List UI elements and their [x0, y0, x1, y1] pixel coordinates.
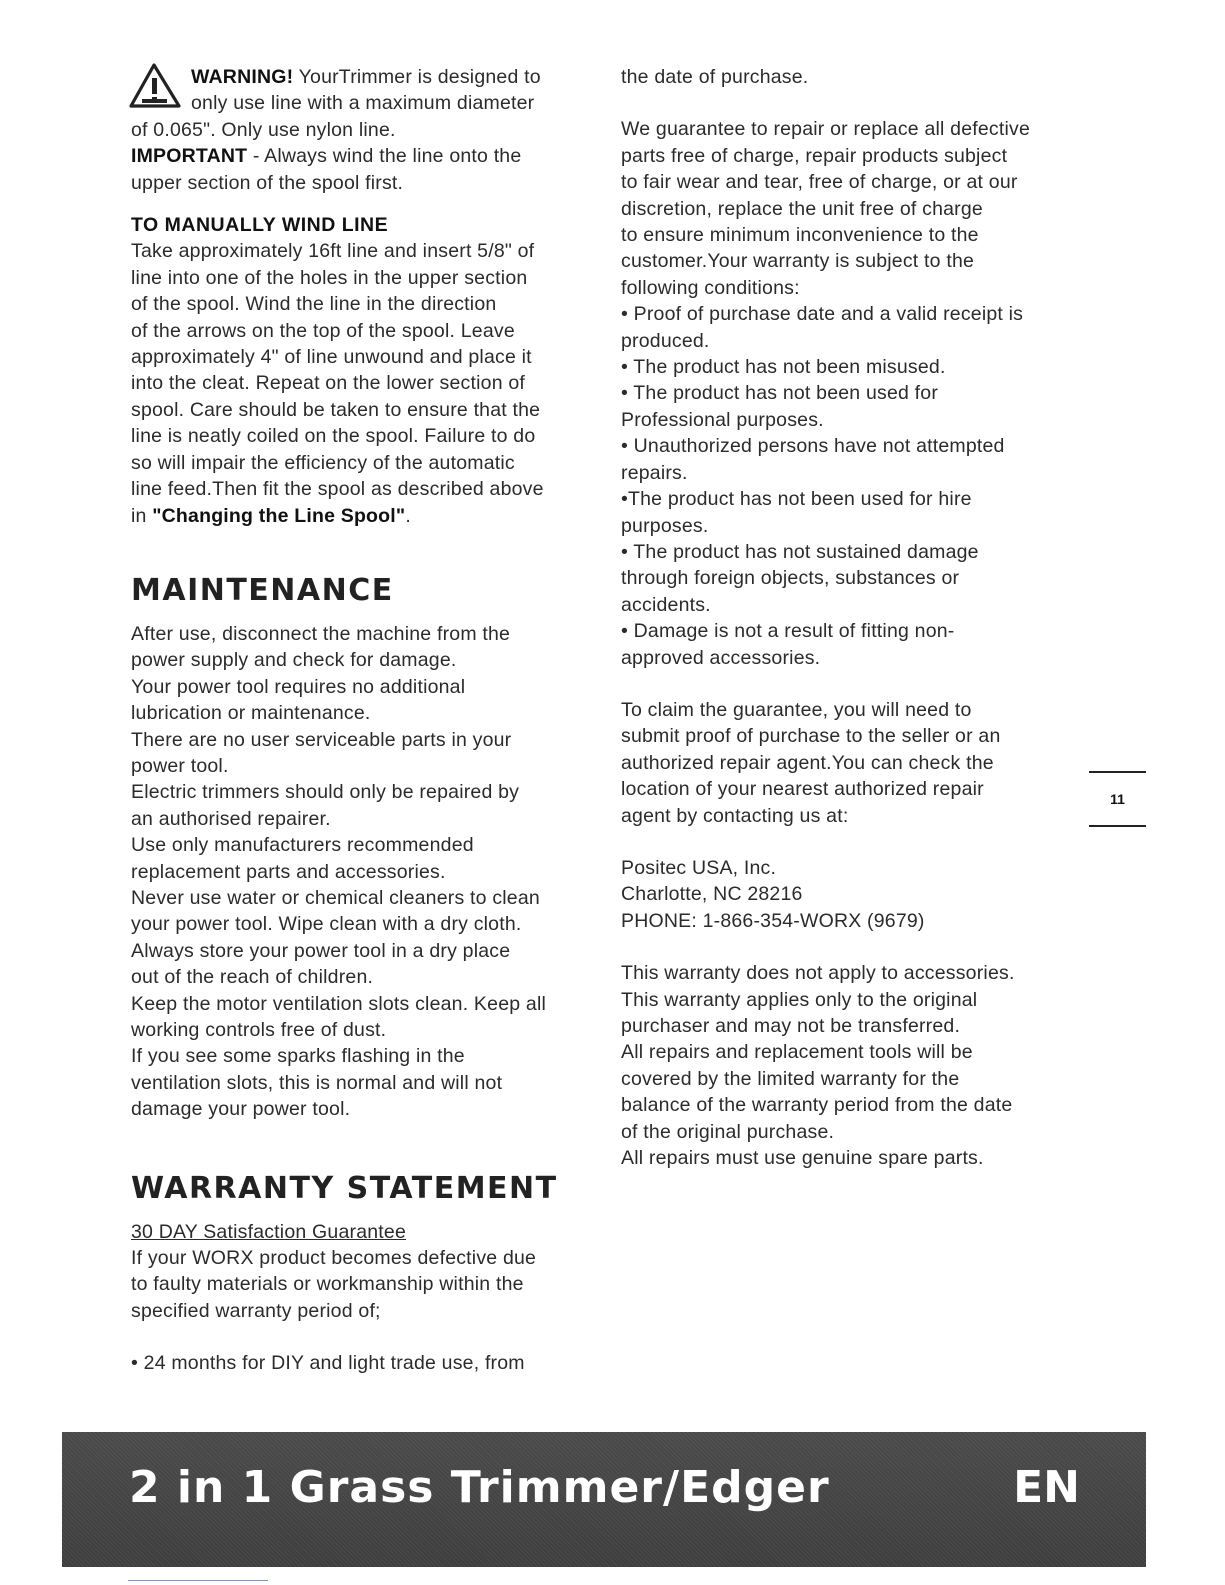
text-line: of the arrows on the top of the spool. Leave	[131, 319, 515, 342]
language-code: EN	[1013, 1462, 1080, 1513]
warning-block	[131, 64, 593, 143]
text-line: through foreign objects, substances or	[621, 567, 960, 590]
manual-wind-text	[131, 238, 593, 528]
text-line: submit proof of purchase to the seller or an	[621, 725, 1001, 748]
text-line: specified warranty period of;	[131, 1299, 381, 1322]
text-line: replacement parts and accessories.	[131, 860, 446, 883]
text-line: • The product has not sustained damage	[621, 540, 979, 563]
text-line: • Damage is not a result of fitting non-	[621, 620, 955, 643]
maintenance-text	[131, 621, 593, 1123]
text-line: Take approximately 16ft line and insert 5/8" of	[131, 240, 535, 263]
warning-triangle-icon	[127, 62, 185, 112]
text-line: Professional purposes.	[621, 408, 824, 431]
right-column	[621, 64, 1081, 1171]
text-line: ventilation slots, this is normal and will not	[131, 1071, 503, 1094]
text-line: balance of the warranty period from the date	[621, 1094, 1013, 1117]
warning-text-2: only use line with a maximum diameter	[191, 92, 535, 115]
text-line: to faulty materials or workmanship within the	[131, 1273, 524, 1296]
text-line: of the original purchase.	[621, 1120, 835, 1143]
text-line: Use only manufacturers recommended	[131, 834, 474, 857]
text-line: Keep the motor ventilation slots clean. Keep all	[131, 992, 547, 1015]
text-line: line is neatly coiled on the spool. Failure to do	[131, 425, 536, 448]
maintenance-title: MAINTENANCE	[131, 572, 394, 608]
text-line: • The product has not been misused.	[621, 356, 946, 379]
text-line: spool. Care should be taken to ensure that the	[131, 398, 541, 421]
text-line: To claim the guarantee, you will need to	[621, 698, 972, 721]
important-text-2: upper section of the spool first.	[131, 171, 404, 194]
text-line: If you see some sparks flashing in the	[131, 1045, 465, 1068]
text-line: .	[405, 504, 411, 527]
guarantee-conditions	[621, 116, 1081, 671]
text-line: approximately 4" of line unwound and place it	[131, 346, 532, 369]
text-line: customer.Your warranty is subject to the	[621, 250, 975, 273]
bullet-24-months: • 24 months for DIY and light trade use, from	[131, 1352, 525, 1375]
left-column	[131, 64, 593, 1377]
scan-mark-line	[128, 1580, 268, 1581]
text-line: approved accessories.	[621, 646, 821, 669]
text-line: power supply and check for damage.	[131, 649, 457, 672]
text-line: working controls free of dust.	[131, 1019, 387, 1041]
warning-text: YourTrimmer is designed to	[293, 66, 541, 88]
text-line: After use, disconnect the machine from the	[131, 622, 511, 645]
text-line: If your WORX product becomes defective due	[131, 1247, 537, 1270]
warning-label: WARNING!	[191, 66, 294, 88]
company-name: Positec USA, Inc.	[621, 856, 777, 879]
text-line: • Unauthorized persons have not attempted	[621, 435, 1005, 458]
text-line: discretion, replace the unit free of charge	[621, 197, 983, 220]
text-line: All repairs and replacement tools will be	[621, 1041, 973, 1064]
company-phone: PHONE: 1-866-354-WORX (9679)	[621, 909, 925, 932]
text-line: power tool.	[131, 754, 229, 777]
text-line: agent by contacting us at:	[621, 804, 849, 827]
text-line: an authorised repairer.	[131, 807, 331, 830]
text-line: • Proof of purchase date and a valid receipt is	[621, 303, 1024, 326]
text-line: of the spool. Wind the line in the direction	[131, 293, 497, 316]
text-line: accidents.	[621, 593, 711, 616]
product-title: 2 in 1 Grass Trimmer/Edger	[129, 1462, 830, 1513]
text-line: lubrication or maintenance.	[131, 702, 371, 725]
page-number: 11	[1089, 771, 1146, 827]
text-line: so will impair the efficiency of the automatic	[131, 451, 515, 474]
text-line: repairs.	[621, 461, 688, 484]
important-text: - Always wind the line onto the	[247, 145, 522, 168]
text-line: covered by the limited warranty for the	[621, 1067, 960, 1090]
text-line: to fair wear and tear, free of charge, or at our	[621, 171, 1018, 194]
text-line: •The product has not been used for hire	[621, 488, 972, 511]
text-line: location of your nearest authorized repair	[621, 778, 984, 801]
text-line: Electric trimmers should only be repaired by	[131, 781, 520, 804]
text-line: out of the reach of children.	[131, 966, 374, 989]
text-line: This warranty applies only to the original	[621, 988, 978, 1011]
changing-spool-reference: "Changing the Line Spool"	[152, 504, 406, 527]
warning-text-3: of 0.065". Only use nylon line.	[131, 118, 396, 141]
warranty-title: WARRANTY STATEMENT	[131, 1170, 558, 1206]
text-line: This warranty does not apply to accessories.	[621, 962, 1015, 985]
company-city: Charlotte, NC 28216	[621, 883, 803, 906]
text-line: damage your power tool.	[131, 1098, 351, 1121]
text-line: Always store your power tool in a dry place	[131, 939, 511, 962]
text-line: authorized repair agent.You can check the	[621, 751, 994, 774]
manual-wind-heading: TO MANUALLY WIND LINE	[131, 214, 389, 237]
text-line: purchaser and may not be transferred.	[621, 1015, 961, 1037]
important-label: IMPORTANT	[131, 145, 248, 168]
text-line: into the cleat. Repeat on the lower section of	[131, 372, 526, 395]
text-line: following conditions:	[621, 276, 800, 299]
warranty-terms	[621, 960, 1081, 1171]
text-line: parts free of charge, repair products subject	[621, 144, 1008, 167]
claim-instructions	[621, 697, 1081, 829]
text-line: There are no user serviceable parts in your	[131, 728, 512, 751]
text-line: Never use water or chemical cleaners to clean	[131, 886, 540, 909]
text-line: line into one of the holes in the upper section	[131, 266, 528, 289]
contact-address	[621, 855, 1081, 934]
text-line: produced.	[621, 329, 710, 352]
text-line: We guarantee to repair or replace all defective	[621, 118, 1031, 141]
guarantee-heading: 30 DAY Satisfaction Guarantee	[131, 1220, 406, 1243]
text-line: your power tool. Wipe clean with a dry cloth.	[131, 913, 522, 936]
text-line: purposes.	[621, 514, 709, 537]
text-line: • The product has not been used for	[621, 382, 939, 405]
text-line: All repairs must use genuine spare parts.	[621, 1147, 984, 1170]
text-line: Your power tool requires no additional	[131, 675, 466, 698]
text-line: line feed.Then fit the spool as described above	[131, 478, 544, 501]
text-line: to ensure minimum inconvenience to the	[621, 224, 979, 247]
text-line: in	[131, 504, 153, 527]
footer-banner	[62, 1432, 1146, 1567]
text-line: the date of purchase.	[621, 66, 809, 88]
